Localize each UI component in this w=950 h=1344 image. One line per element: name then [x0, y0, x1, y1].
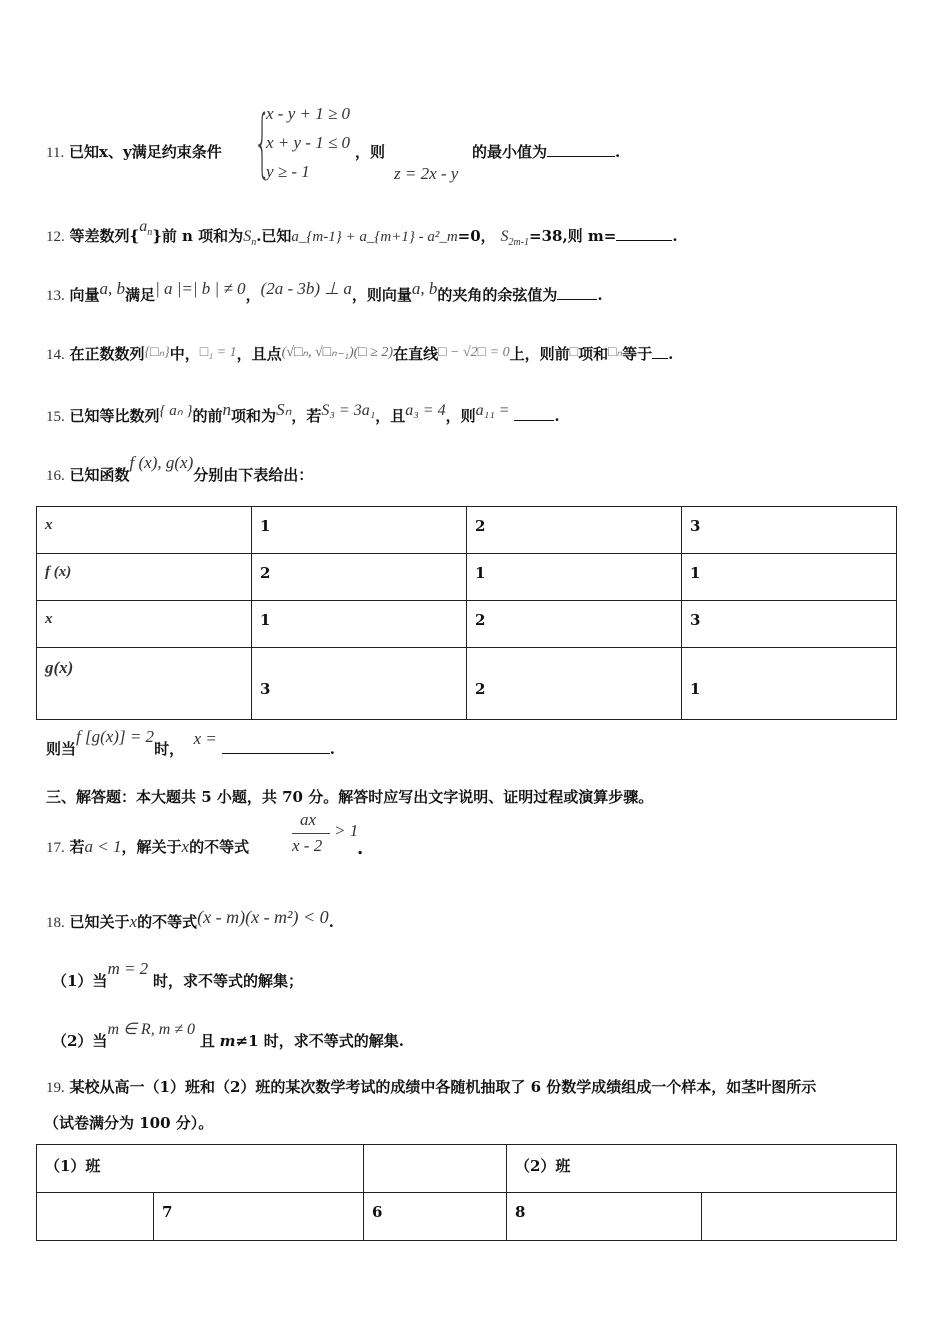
table-cell: 1: [682, 648, 897, 720]
q18-part1: （1）当m = 2 时，求不等式的解集；: [52, 959, 303, 990]
table-cell: 2: [467, 601, 682, 648]
table-cell: [364, 1145, 507, 1193]
question-11: 11. 已知x、y满足约束条件: [46, 143, 222, 161]
question-17: 17. 若a < 1，解关于x的不等式: [46, 837, 250, 856]
q18-inequality: (x - m)(x - m²) < 0: [197, 907, 329, 927]
table-cell: 1: [682, 554, 897, 601]
q18-part2: （2）当m ∈ R, m ≠ 0 且 m≠1 时，求不等式的解集.: [52, 1021, 404, 1050]
question-19: 19. 某校从高一（1）班和（2）班的某次数学考试的成绩中各随机抽取了 6 份数学成绩组成一个样本，如茎叶图所示: [46, 1078, 817, 1096]
q12-expression: a_{m-1} + a_{m+1} - a²_m: [291, 229, 458, 245]
question-14: 14. 在正数数列{□ₙ}中，□₁ = 1，且点(√□ₙ, √□ₙ₋₁)(□ ≥ 2)在直线□ − √2□ = 0上，则前□项和□ₙ等于 .: [46, 345, 674, 363]
q16-answer-line: 则当f [g(x)] = 2时， x = .: [46, 727, 335, 758]
constraint-1: x - y + 1 ≥ 0: [266, 104, 351, 123]
answer-blank[interactable]: [514, 406, 554, 421]
question-number: 11.: [46, 145, 65, 161]
table-cell: 6: [364, 1193, 507, 1241]
fraction-bar: [292, 833, 330, 834]
q17-end: .: [357, 838, 364, 859]
answer-blank[interactable]: [557, 285, 597, 300]
q17-denominator: x - 2: [292, 836, 323, 855]
q17-rhs: > 1: [334, 821, 359, 840]
class2-header: （2）班: [507, 1145, 897, 1193]
table-cell: f (x): [37, 554, 252, 601]
question-15: 15. 已知等比数列{ aₙ }的前n项和为Sₙ，若S₃ = 3a₁，且a₃ = 4，则a₁₁ = .: [46, 400, 560, 425]
question-12: 12. 等差数列$\{a_n\}$前 n 项和为$S_n$.已知a_{m-1} + a_{m+1} - a²_m=0， $S_{2m-1}=38$,则 m= .: [46, 218, 678, 249]
table-cell: [702, 1193, 897, 1241]
q11-objective: z = 2x - y: [394, 164, 459, 183]
answer-blank[interactable]: [547, 142, 615, 157]
table-cell: x: [37, 601, 252, 648]
table-cell: 3: [682, 601, 897, 648]
table-cell: x: [37, 507, 252, 554]
table-cell: 1: [252, 601, 467, 648]
table-cell: 8: [507, 1193, 702, 1241]
table-cell: 7: [154, 1193, 364, 1241]
table-cell: 2: [252, 554, 467, 601]
table-cell: [37, 1193, 154, 1241]
q11-then: ，则: [355, 143, 386, 161]
table-cell: 1: [252, 507, 467, 554]
table-cell: 2: [467, 648, 682, 720]
function-table: [36, 506, 897, 720]
constraint-brace: {: [254, 100, 271, 186]
table-cell: 1: [467, 554, 682, 601]
table-cell: 3: [682, 507, 897, 554]
constraint-3: y ≥ - 1: [266, 162, 310, 181]
question-18: 18. 已知关于x的不等式(x - m)(x - m²) < 0.: [46, 907, 334, 931]
q19-line2: （试卷满分为 100 分）。: [44, 1114, 214, 1132]
constraint-2: x + y - 1 ≤ 0: [266, 133, 351, 152]
answer-blank[interactable]: [616, 226, 672, 241]
table-cell: g(x): [37, 648, 252, 720]
q17-numerator: ax: [300, 810, 317, 829]
answer-blank[interactable]: [222, 739, 330, 754]
table-cell: 2: [467, 507, 682, 554]
question-16: 16. 已知函数f (x), g(x)分别由下表给出：: [46, 453, 314, 484]
q14-point: (√□ₙ, √□ₙ₋₁)(□ ≥ 2): [281, 345, 394, 360]
table-cell: 3: [252, 648, 467, 720]
answer-blank[interactable]: [652, 344, 668, 359]
section-heading: 三、解答题：本大题共 5 小题，共 70 分。解答时应写出文字说明、证明过程或演算步骤。: [46, 788, 654, 806]
question-13: 13. 向量a, b满足| a |=| b | ≠ 0，(2a - 3b) ⊥ a，则向量a, b的夹角的余弦值为 .: [46, 279, 603, 304]
class1-header: （1）班: [37, 1145, 364, 1193]
q11-tail: 的最小值为 .: [472, 143, 621, 161]
stem-leaf-table: [36, 1144, 897, 1241]
